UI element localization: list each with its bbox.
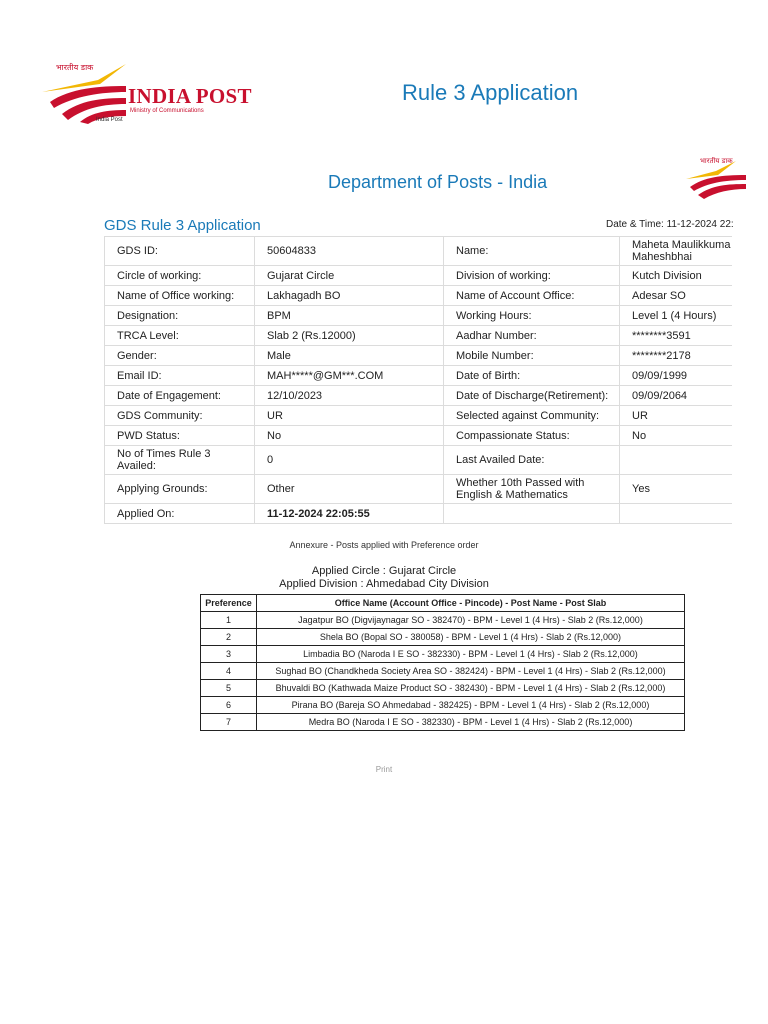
field-label: Name of Office working: [105, 286, 255, 306]
field-value: Level 1 (4 Hours) [620, 306, 733, 326]
office-post-detail: Bhuvaldi BO (Kathwada Maize Product SO - 382430) - BPM - Level 1 (4 Hrs) - Slab 2 (Rs.12,000) [257, 680, 685, 697]
preference-number: 3 [201, 646, 257, 663]
field-value: ********2178 [620, 346, 733, 366]
field-value: 0 [255, 446, 444, 475]
logo-hindi-text: भारतीय डाक [56, 63, 94, 72]
field-value: Kutch Division [620, 266, 733, 286]
details-row [105, 326, 733, 346]
field-label: GDS Community: [105, 406, 255, 426]
preference-row [201, 714, 685, 731]
field-label: Name of Account Office: [444, 286, 620, 306]
field-label: GDS ID: [105, 237, 255, 266]
field-label: Date of Birth: [444, 366, 620, 386]
details-row [105, 237, 733, 266]
preference-number: 5 [201, 680, 257, 697]
office-post-detail: Shela BO (Bopal SO - 380058) - BPM - Level 1 (4 Hrs) - Slab 2 (Rs.12,000) [257, 629, 685, 646]
field-value: Yes [620, 475, 733, 504]
field-label: Email ID: [105, 366, 255, 386]
preference-row [201, 697, 685, 714]
field-value: UR [620, 406, 733, 426]
preference-number: 7 [201, 714, 257, 731]
applied-division: Applied Division : Ahmedabad City Division [279, 578, 489, 590]
office-post-detail: Jagatpur BO (Digvijaynagar SO - 382470) - BPM - Level 1 (4 Hrs) - Slab 2 (Rs.12,000) [257, 612, 685, 629]
field-label: Mobile Number: [444, 346, 620, 366]
preference-row [201, 663, 685, 680]
field-value: Lakhagadh BO [255, 286, 444, 306]
logo-ministry: Ministry of Communications [130, 108, 204, 114]
logo-subtext: India Post [96, 117, 123, 123]
field-value: 12/10/2023 [255, 386, 444, 406]
field-value: BPM [255, 306, 444, 326]
details-row [105, 446, 733, 475]
details-row [105, 386, 733, 406]
application-details-table [104, 236, 732, 524]
details-row [105, 504, 733, 524]
annexure-heading: Annexure - Posts applied with Preference order [289, 540, 479, 550]
field-label [444, 504, 620, 524]
office-column-header: Office Name (Account Office - Pincode) - Post Name - Post Slab [257, 595, 685, 612]
field-value: Slab 2 (Rs.12000) [255, 326, 444, 346]
field-value: Other [255, 475, 444, 504]
logo-name: INDIA POST [128, 84, 252, 108]
details-row [105, 475, 733, 504]
page-title: Rule 3 Application [402, 80, 579, 105]
office-post-detail: Sughad BO (Chandkheda Society Area SO - 382424) - BPM - Level 1 (4 Hrs) - Slab 2 (Rs.12,000) [257, 663, 685, 680]
field-label: Working Hours: [444, 306, 620, 326]
field-label: Division of working: [444, 266, 620, 286]
preference-number: 2 [201, 629, 257, 646]
field-label: Aadhar Number: [444, 326, 620, 346]
preference-table-header [201, 595, 685, 612]
field-value: UR [255, 406, 444, 426]
field-label: Selected against Community: [444, 406, 620, 426]
field-label: Compassionate Status: [444, 426, 620, 446]
field-label: Name: [444, 237, 620, 266]
office-post-detail: Medra BO (Naroda I E SO - 382330) - BPM - Level 1 (4 Hrs) - Slab 2 (Rs.12,000) [257, 714, 685, 731]
field-label: Applied On: [105, 504, 255, 524]
department-title: Department of Posts - India [328, 172, 548, 192]
preference-row [201, 629, 685, 646]
field-value: Adesar SO [620, 286, 733, 306]
print-button[interactable]: Print [375, 765, 393, 774]
details-row [105, 346, 733, 366]
field-value: 50604833 [255, 237, 444, 266]
preference-column-header: Preference [201, 595, 257, 612]
field-label: Date of Engagement: [105, 386, 255, 406]
small-logo-hindi-text: भारतीय डाक [700, 157, 733, 165]
field-value: No [620, 426, 733, 446]
field-label: Whether 10th Passed with English & Mathematics [444, 475, 620, 504]
preference-number: 1 [201, 612, 257, 629]
office-post-detail: Pirana BO (Bareja SO Ahmedabad - 382425) - BPM - Level 1 (4 Hrs) - Slab 2 (Rs.12,000) [257, 697, 685, 714]
field-value: ********3591 [620, 326, 733, 346]
field-label: Applying Grounds: [105, 475, 255, 504]
field-value: 09/09/2064 [620, 386, 733, 406]
section-title: GDS Rule 3 Application [104, 217, 261, 234]
field-value: Male [255, 346, 444, 366]
field-label: Last Availed Date: [444, 446, 620, 475]
date-time: Date & Time: 11-12-2024 22: [606, 219, 734, 230]
field-label: Circle of working: [105, 266, 255, 286]
details-row [105, 406, 733, 426]
preference-table [200, 594, 685, 731]
office-post-detail: Limbadia BO (Naroda I E SO - 382330) - BPM - Level 1 (4 Hrs) - Slab 2 (Rs.12,000) [257, 646, 685, 663]
field-value: Maheta Maulikkuma Maheshbhai [620, 237, 733, 266]
preference-number: 4 [201, 663, 257, 680]
details-row [105, 306, 733, 326]
preference-number: 6 [201, 697, 257, 714]
field-label: Designation: [105, 306, 255, 326]
preference-row [201, 646, 685, 663]
details-row [105, 426, 733, 446]
field-value: 09/09/1999 [620, 366, 733, 386]
field-label: Gender: [105, 346, 255, 366]
applied-circle: Applied Circle : Gujarat Circle [311, 565, 457, 577]
field-label: Date of Discharge(Retirement): [444, 386, 620, 406]
field-value [620, 504, 733, 524]
field-value: MAH*****@GM***.COM [255, 366, 444, 386]
preference-row [201, 680, 685, 697]
field-value: No [255, 426, 444, 446]
details-row [105, 366, 733, 386]
details-row [105, 266, 733, 286]
field-value: Gujarat Circle [255, 266, 444, 286]
field-value: 11-12-2024 22:05:55 [255, 504, 444, 524]
details-row [105, 286, 733, 306]
field-label: PWD Status: [105, 426, 255, 446]
field-label: TRCA Level: [105, 326, 255, 346]
field-label: No of Times Rule 3 Availed: [105, 446, 255, 475]
field-value [620, 446, 733, 475]
preference-row [201, 612, 685, 629]
